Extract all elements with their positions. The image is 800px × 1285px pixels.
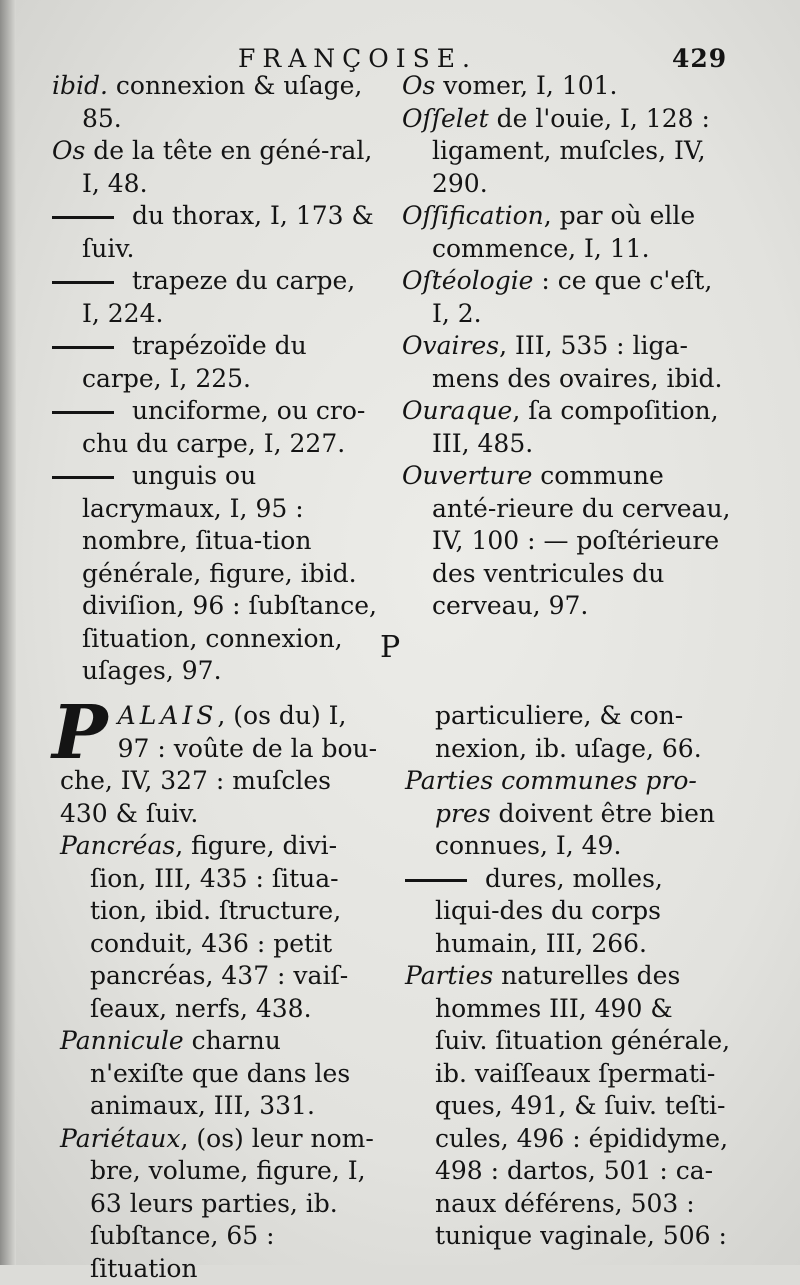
entry-text: , figure, divi-ſion, III, 435 : ſitua-tion, ibid. ſtructure, conduit, 436 : petit pancréas, 437 : vaiſ-ſeaux, nerfs, 438.: [90, 831, 348, 1023]
entry-text: : ce que c'eſt, I, 2.: [432, 266, 712, 328]
entry-text: dures, molles, liqui-des du corps humain, III, 266.: [435, 864, 663, 958]
section-letter: P: [380, 630, 400, 665]
index-entry: [405, 863, 732, 961]
entry-text: du thorax, I, 173 & ſuiv.: [82, 201, 374, 263]
entry-text: trapézoïde du carpe, I, 225.: [82, 331, 307, 393]
entry-text: trapeze du carpe, I, 224.: [82, 266, 355, 328]
entry-term: Oſtéologie: [402, 266, 533, 295]
index-column-right-top: [402, 70, 732, 623]
entry-term: Pancréas: [60, 831, 175, 860]
index-entry: [52, 460, 380, 688]
entry-term: Ouraque: [402, 396, 512, 425]
entry-text: charnu n'exiſte que dans les animaux, III, 331.: [90, 1026, 350, 1120]
index-entry: [52, 330, 380, 395]
entry-text: particuliere, & con-nexion, ib. uſage, 66.: [435, 701, 702, 763]
index-entry: [60, 830, 380, 1025]
entry-text: naturelles des hommes III, 490 & ſuiv. ſituation générale, ib. vaiſſeaux ſpermati-ques, 491, & ſuiv. teſti-cules, 496 : épididyme, 498 : dartos, 501 : ca-naux déférens, 503 : tunique vaginale, 506 :: [435, 961, 730, 1250]
entry-text: doivent être bien connues, I, 49.: [435, 799, 715, 861]
index-entry: [402, 460, 732, 623]
ditto-dash: [52, 216, 114, 219]
index-entry: [405, 960, 732, 1253]
page-number: 429: [672, 44, 727, 73]
entry-text: commune anté-rieure du cerveau, IV, 100 : — poſtérieure des ventricules du cerveau, 97.: [432, 461, 731, 620]
index-entry: [402, 70, 732, 103]
entry-smallcaps: ALAIS: [118, 701, 218, 730]
entry-text: unciforme, ou cro-chu du carpe, I, 227.: [82, 396, 365, 458]
entry-text: , par où elle commence, I, 11.: [432, 201, 695, 263]
ditto-dash: [52, 476, 114, 479]
index-entry: [405, 700, 732, 765]
index-entry: [402, 103, 732, 201]
index-entry: [52, 135, 380, 200]
entry-text: vomer, I, 101.: [435, 71, 617, 100]
index-entry: [60, 700, 380, 830]
entry-text: de la tête en géné-ral, I, 48.: [82, 136, 372, 198]
entry-text: unguis ou lacrymaux, I, 95 : nombre, ſitua-tion générale, figure, ibid. diviſion, 96 : ſubſtance, ſituation, connexion, uſages, 97.: [82, 461, 377, 685]
entry-term: Os: [52, 136, 85, 165]
index-entry: [402, 200, 732, 265]
entry-term: Oſſelet: [402, 104, 489, 133]
ditto-dash: [52, 281, 114, 284]
entry-term: Os: [402, 71, 435, 100]
ditto-dash: [52, 346, 114, 349]
index-entry: [60, 1123, 380, 1285]
entry-term: Ovaires: [402, 331, 499, 360]
entry-term: Parties: [405, 961, 493, 990]
page-gutter: [0, 0, 16, 1265]
entry-term: Pariétaux: [60, 1124, 181, 1153]
index-entry: [52, 395, 380, 460]
index-column-right-bottom: [405, 700, 732, 1253]
entry-text: , III, 535 : liga-mens des ovaires, ibid.: [432, 331, 722, 393]
entry-term: Pannicule: [60, 1026, 184, 1055]
index-column-left-top: [52, 70, 380, 688]
ditto-dash: [52, 411, 114, 414]
index-entry: [402, 330, 732, 395]
index-entry: [402, 395, 732, 460]
entry-term: Parties communes pro-pres: [405, 766, 697, 828]
entry-term: Oſſification: [402, 201, 544, 230]
entry-text: de l'ouie, I, 128 : ligament, muſcles, IV, 290.: [432, 104, 710, 198]
running-title: FRANÇOISE.: [238, 44, 477, 73]
entry-text: , (os du) I, 97 : voûte de la bou-che, IV, 327 : muſcles 430 & ſuiv.: [60, 701, 377, 828]
index-entry: [405, 765, 732, 863]
index-column-left-bottom: [60, 700, 380, 1285]
entry-text: connexion & uſage, 85.: [82, 71, 362, 133]
entry-text: , ſa compoſition, III, 485.: [432, 396, 719, 458]
entry-term: ibid.: [52, 71, 108, 100]
index-entry: [60, 1025, 380, 1123]
ditto-dash: [405, 879, 467, 882]
drop-cap-letter: P: [52, 702, 108, 764]
index-entry: [402, 265, 732, 330]
index-entry: [52, 200, 380, 265]
entry-term: Ouverture: [402, 461, 532, 490]
index-entry: [52, 70, 380, 135]
index-entry: [52, 265, 380, 330]
entry-text: , (os) leur nom-bre, volume, figure, I, 63 leurs parties, ib. ſubſtance, 65 : ſituation: [90, 1124, 374, 1283]
